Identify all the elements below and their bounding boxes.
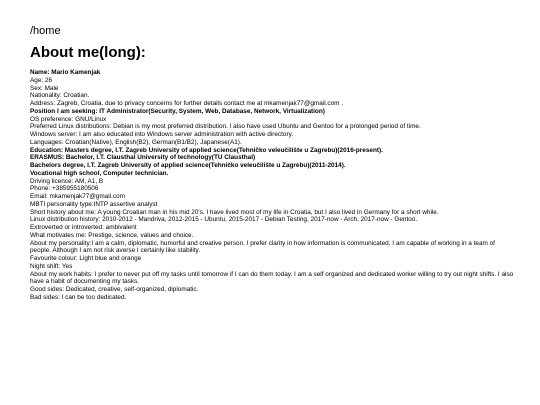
detail-line: Short history about me: A young Croatian man in his mid 20's. I have lived most of my life in Croatia, but I also lived in Germany for a short while. (30, 208, 439, 216)
detail-line: Name: Mario Kamenjak (30, 69, 101, 76)
detail-line: Education: Masters degree, I.T. Zagreb University of applied science(Tehničko veleučilište u Zagrebu)(2016-present). (30, 146, 383, 154)
page-title: About me(long): (30, 44, 146, 61)
detail-line: Email: mkamenjak77@gmail.com (30, 193, 125, 200)
detail-line: MBTI personality type:INTP assertive analyst (30, 200, 158, 208)
detail-line: Age: 26 (30, 76, 53, 84)
detail-line: What motivates me: Prestige, science, values and choice. (30, 231, 194, 239)
detail-line: Bad sides: I can be too dedicated. (30, 293, 127, 301)
about-me-details (30, 69, 516, 302)
detail-line: OS preference: GNU/Linux (30, 115, 107, 123)
detail-line: Linux distribution history: 2010-2012 - Mandriva, 2012-2015 - Ubuntu, 2015-2017 - Debian Testing, 2017-now - Arch, 2017-now - Gentoo. (30, 216, 418, 224)
detail-line: Languages: Croatian(Native), English(B2), German(B1/B2), Japanese(A1). (30, 138, 242, 146)
detail-line: Night shift: Yes (30, 262, 73, 270)
detail-line: Position I am seeking: IT Administrator(Security, System, Web, Database, Network, Virtualization) (30, 107, 325, 115)
detail-line: Sex: Male (30, 84, 59, 92)
detail-line: Address: Zagreb, Croatia, due to privacy concerns for further details contact me at mkamenjak77@gmail.com . (30, 100, 344, 107)
detail-line: Preferred Linux distributions: Debian is my most preferred distribution. I also have used Ubuntu and Gentoo for a prolonged period of time. (30, 123, 421, 131)
detail-line: Driving licence: AM, A1, B (30, 177, 104, 185)
detail-line: Nationality: Croatian. (30, 92, 90, 100)
detail-line: Windows server: I am also educated into Windows server administration with active directory. (30, 131, 294, 138)
detail-line: ERASMUS: Bachelor, I.T. Clausthal University of technology(TU Clausthal) (30, 154, 256, 162)
detail-line: Phone: +385955180506 (30, 185, 99, 193)
detail-line: About my work habits: I prefer to never put off my tasks until tomorrow if I can do them today. I am a self organized and dedicated worker willing to try out night shifts. I also have a habit of documenting my tasks. (30, 270, 514, 286)
detail-line: Extroverted or introverted: ambivalent (30, 224, 137, 231)
detail-line: About my personality:I am a calm, diplomatic, humorful and creative person. I prefer clarity in how information is communicated. I am capable of working in a team of people. Although I am not risk averse I certainly like stability. (30, 239, 495, 255)
detail-line: Bachelors degree, I.T. Zagreb University of applied science(Tehničko veleučilište u Zagrebu)(2011-2014). (30, 162, 346, 169)
detail-line: Good sides: Dedicated, creative, self-organized, diplomatic. (30, 286, 199, 293)
breadcrumb: /home (30, 25, 61, 37)
detail-line: Favourite colour: Light blue and orange (30, 255, 142, 262)
detail-line: Vocational high school, Computer technician. (30, 169, 169, 177)
